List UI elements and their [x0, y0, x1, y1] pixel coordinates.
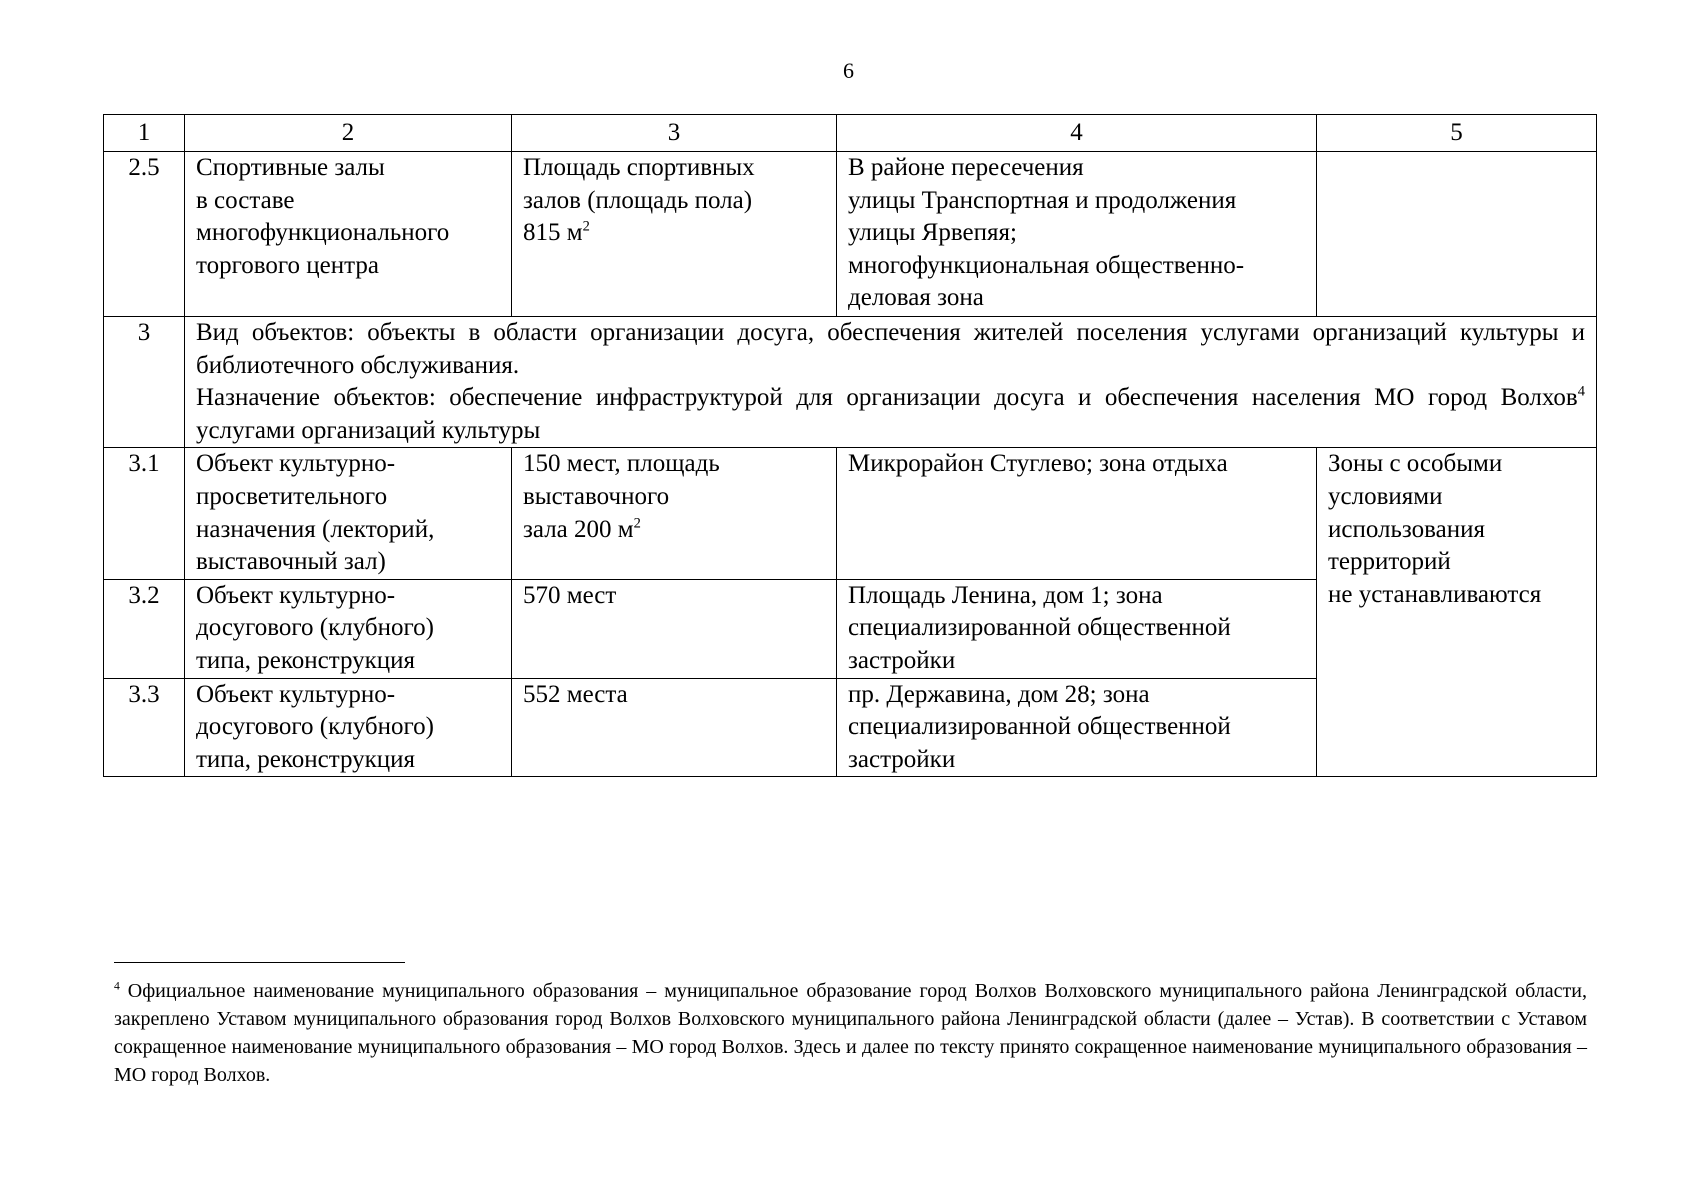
object-name-line: типа, реконструкция: [196, 745, 416, 773]
location-line: застройки: [848, 646, 956, 674]
footnote: [114, 977, 1587, 1089]
zones-cell: [1317, 152, 1597, 317]
object-type-line: Вид объектов: объекты в области организации досуга, обеспечения жителей поселения услугами организаций культуры и библиотечного обслуживания.: [196, 319, 1585, 379]
object-parameters-cell: [512, 579, 837, 678]
parameter-line: 570 мест: [523, 581, 617, 609]
location-line: В районе пересечения: [848, 154, 1084, 181]
column-header-2: 2: [185, 115, 512, 152]
superscript: 2: [633, 515, 641, 532]
object-name-line: Объект культурно-: [196, 581, 396, 609]
parameter-line: 150 мест, площадь: [523, 450, 720, 478]
location-line: деловая зона: [848, 284, 984, 312]
location-line: улицы Ярвепяя;: [848, 219, 1017, 247]
object-name-cell: [185, 448, 512, 579]
objects-table: [103, 114, 1597, 777]
location-line: многофункциональная общественно-: [848, 251, 1245, 279]
row-number: 3.3: [104, 678, 185, 777]
table-header-row: [104, 115, 1597, 152]
location-line: застройки: [848, 745, 956, 773]
object-parameters-cell: [512, 678, 837, 777]
location-cell: [837, 678, 1317, 777]
footnote-separator: [114, 962, 405, 963]
object-parameters-cell: [512, 152, 837, 317]
column-header-3: 3: [512, 115, 837, 152]
zones-line: не устанавливаются: [1328, 580, 1542, 608]
row-number: 2.5: [104, 152, 185, 317]
table-row-3-1: [104, 448, 1597, 579]
object-name-cell: [185, 152, 512, 317]
object-purpose-line: [196, 382, 1585, 447]
location-cell: [837, 152, 1317, 317]
parameter-line: 552 места: [523, 680, 628, 708]
object-name-line: Спортивные залы: [196, 154, 385, 181]
zones-cell: [1317, 448, 1597, 777]
row-number: 3.2: [104, 579, 185, 678]
object-name-line: просветительного: [196, 482, 388, 510]
object-name-line: типа, реконструкция: [196, 646, 416, 674]
column-header-5: 5: [1317, 115, 1597, 152]
object-name-line: многофункционального: [196, 219, 450, 247]
object-name-line: назначения (лекторий,: [196, 515, 435, 543]
location-line: Площадь Ленина, дом 1; зона: [848, 581, 1163, 609]
parameter-value: зала 200 м: [523, 515, 634, 543]
location-line: пр. Державина, дом 28; зона: [848, 680, 1150, 708]
location-cell: [837, 448, 1317, 579]
row-number: 3.1: [104, 448, 185, 579]
location-line: Микрорайон Стуглево; зона отдыха: [848, 450, 1228, 478]
parameter-line: залов (площадь пола): [523, 186, 753, 214]
column-header-4: 4: [837, 115, 1317, 152]
zones-line: использования: [1328, 515, 1485, 543]
object-purpose-text: Назначение объектов: обеспечение инфраструктурой для организации досуга и обеспечения населения МО город Волхов: [196, 384, 1578, 412]
object-name-line: досугового (клубного): [196, 614, 434, 642]
column-header-1: 1: [104, 115, 185, 152]
parameter-value: 815 м: [523, 219, 583, 247]
superscript: 2: [582, 218, 590, 235]
location-cell: [837, 579, 1317, 678]
object-name-line: Объект культурно-: [196, 450, 396, 478]
zones-line: Зоны с особыми: [1328, 450, 1503, 478]
location-line: специализированной общественной: [848, 713, 1231, 741]
object-parameters-cell: [512, 448, 837, 579]
footnote-marker: 4: [114, 979, 120, 993]
table-row-3: [104, 317, 1597, 448]
parameter-line: Площадь спортивных: [523, 154, 755, 181]
parameter-line: [523, 514, 825, 547]
footnote-text: Официальное наименование муниципального образования – муниципальное образование город Волхов Волховского муниципального района Ленинградской области, закреплено Уставом муниципального образования город Волхов Волховского муниципального района Ленинградской области (далее – Устав). В соответствии с Уставом сокращенное наименование муниципального образования – МО город Волхов. Здесь и далее по тексту принято сокращенное наименование муниципального образования – МО город Волхов.: [114, 980, 1587, 1086]
object-purpose-text-end: услугами организаций культуры: [196, 416, 541, 444]
location-line: улицы Транспортная и продолжения: [848, 186, 1237, 214]
object-name-cell: [185, 579, 512, 678]
object-name-line: торгового центра: [196, 251, 379, 279]
object-name-line: досугового (клубного): [196, 713, 434, 741]
zones-line: территорий: [1328, 548, 1451, 576]
page-number: 6: [843, 58, 854, 83]
parameter-line: выставочного: [523, 482, 670, 510]
object-name-line: Объект культурно-: [196, 680, 396, 708]
object-name-cell: [185, 678, 512, 777]
object-name-line: выставочный зал): [196, 548, 386, 576]
row-number: 3: [104, 317, 185, 448]
object-name-line: в составе: [196, 186, 295, 214]
parameter-line: [523, 217, 825, 250]
location-line: специализированной общественной: [848, 614, 1231, 642]
object-type-description: [185, 317, 1597, 448]
footnote-reference: 4: [1577, 383, 1585, 400]
zones-line: условиями: [1328, 482, 1443, 510]
table-row-2-5: [104, 152, 1597, 317]
